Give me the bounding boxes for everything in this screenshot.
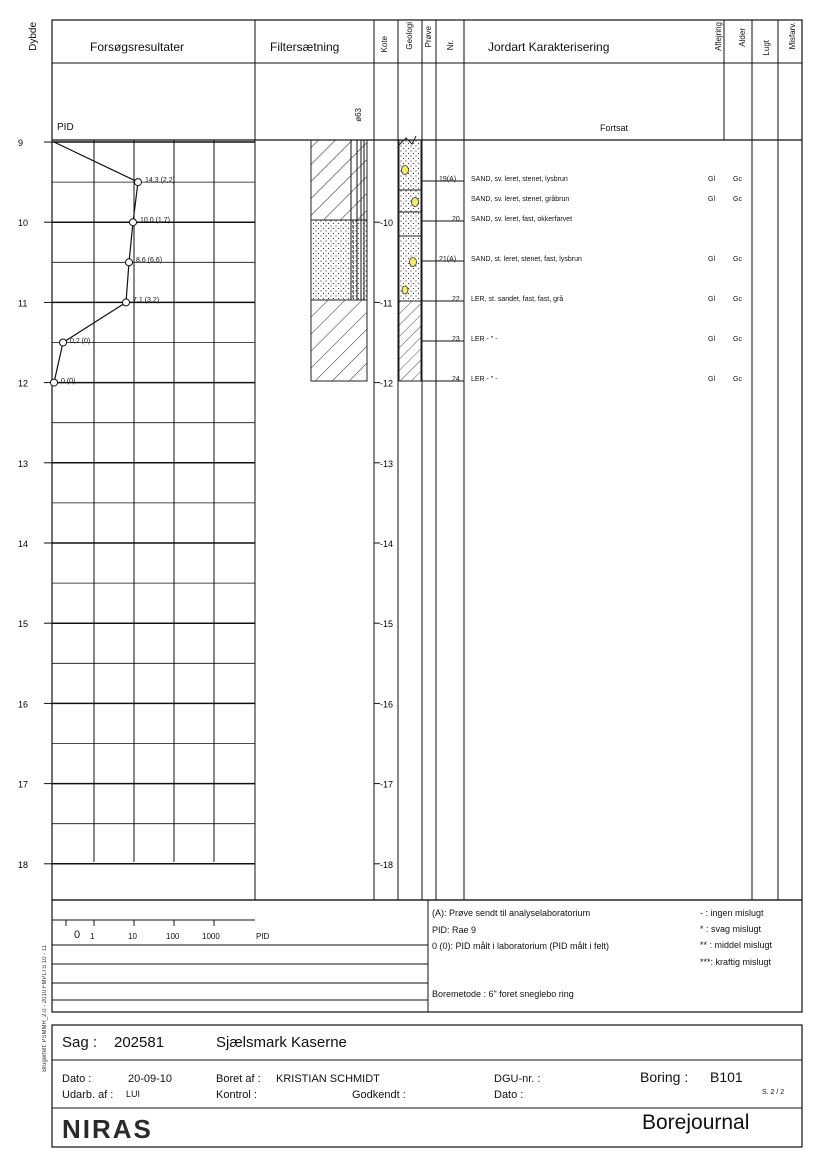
pid-point	[130, 219, 137, 226]
pid-value-label: 10,0 (1,7)	[140, 217, 170, 225]
jordart-header: Jordart Karakterisering	[488, 40, 610, 54]
legend-odor-weak: * : svag mislugt	[700, 924, 762, 934]
depth-tick-label: 11	[18, 298, 28, 309]
sample-description: LER - " -	[471, 376, 498, 383]
forsoegsresultater-header: Forsøgsresultater	[90, 40, 185, 54]
sample-aflejring: Gl	[708, 296, 715, 303]
udarb-label: Udarb. af :	[62, 1089, 114, 1101]
sample-alder: Gc	[733, 256, 742, 263]
dato2-label: Dato :	[494, 1089, 524, 1101]
sample-description: SAND, sv. leret, stenet, gråbrun	[471, 196, 570, 203]
stone-symbol	[402, 286, 408, 294]
geology-clay	[399, 301, 421, 381]
sample-nr: 20	[452, 216, 460, 223]
page-number: S. 2 / 2	[762, 1089, 785, 1096]
pid-scale-1000: 1000	[202, 932, 220, 941]
dato-label: Dato :	[62, 1073, 92, 1085]
dgu-label: DGU-nr. :	[494, 1073, 541, 1085]
sample-alder: Gc	[733, 176, 742, 183]
legend-odor-none: - : ingen mislugt	[700, 908, 764, 918]
pid-point	[51, 379, 58, 386]
misfarv-header: Misfarv.	[788, 22, 797, 50]
depth-tick-label: 14	[18, 539, 29, 549]
side-margin-text: Brugerfelt: PSMMR_2.0 - 2010 FMPLTS 10 - 11	[42, 945, 48, 1072]
sample-aflejring: Gl	[708, 336, 715, 343]
alder-header: Alder	[738, 28, 747, 47]
geologi-header: Geologi	[405, 22, 414, 50]
pid-point	[126, 259, 133, 266]
pid-point	[135, 179, 142, 186]
depth-tick-label: 15	[18, 619, 29, 630]
sample-nr: 19(A)	[439, 176, 457, 183]
pid-scale-unit: PID	[256, 932, 270, 941]
kote-axis	[374, 218, 393, 870]
pid-value-label: 7,1 (3,2)	[133, 297, 160, 305]
pid-point	[123, 299, 130, 306]
main-frame	[52, 20, 802, 900]
geology-sand	[399, 140, 421, 301]
filter-diameter: ø63	[354, 108, 363, 122]
bentonite-seal	[311, 140, 367, 220]
legend-odor-medium: ** : middel mislugt	[700, 940, 773, 950]
lugt-header: Lugt	[762, 40, 771, 56]
depth-axis	[18, 138, 52, 870]
stone-symbol	[410, 258, 417, 267]
sample-aflejring: Gl	[708, 196, 715, 203]
pid-curve	[51, 142, 142, 386]
pid-scale-1: 1	[90, 932, 95, 941]
sag-number: 202581	[114, 1034, 165, 1051]
filtersaetning-header: Filtersætning	[270, 40, 340, 54]
legend-pid-instrument: PID: Rae 9	[432, 925, 477, 935]
boring-label: Boring :	[640, 1069, 689, 1085]
sample-description: SAND, st. leret, stenet, fast, lysbrun	[471, 256, 582, 263]
legend-odor-strong: ***: kraftig mislugt	[700, 957, 772, 967]
udarb-value: LUI	[126, 1089, 141, 1099]
pid-scale-100: 100	[166, 932, 180, 941]
kote-tick-label: -17	[380, 779, 394, 790]
kote-tick-label: -14	[380, 539, 394, 549]
fortsat-label: Fortsat	[600, 123, 629, 133]
sample-nr: 24	[452, 376, 460, 383]
dybde-header: Dybde	[28, 22, 39, 51]
sample-description: LER, st. sandet, fast, fast, grå	[471, 296, 564, 303]
sample-alder: Gc	[733, 336, 742, 343]
kote-tick-label: -12	[380, 378, 394, 389]
sample-alder: Gc	[733, 376, 742, 383]
sample-description: SAND, sv. leret, fast, okkerfarvet	[471, 216, 573, 223]
kontrol-label: Kontrol :	[216, 1089, 257, 1101]
kote-tick-label: -18	[380, 859, 394, 870]
sample-nr: 23	[452, 336, 460, 343]
depth-tick-label: 18	[18, 859, 29, 870]
depth-tick-label: 13	[18, 458, 29, 469]
boret-label: Boret af :	[216, 1073, 261, 1085]
depth-tick-label: 9	[18, 138, 24, 148]
godkendt-label: Godkendt :	[352, 1089, 406, 1101]
sample-aflejring: Gl	[708, 376, 715, 383]
dato-value: 20-09-10	[128, 1073, 173, 1085]
sample-nr: 21(A)	[439, 256, 457, 263]
aflejring-header: Aflejring	[714, 22, 723, 51]
kote-tick-label: -11	[380, 298, 393, 309]
pid-value-label: 0,2 (0)	[70, 337, 91, 345]
sample-alder: Gc	[733, 196, 742, 203]
legend-analysis: (A): Prøve sendt til analyselaboratorium	[432, 908, 591, 918]
pid-scale-0: 0	[74, 929, 81, 941]
pid-value-label: 8,6 (6,6)	[136, 257, 163, 265]
sag-name: Sjælsmark Kaserne	[216, 1034, 347, 1051]
legend-pid-lab: 0 (0): PID målt i laboratorium (PID målt i felt)	[432, 941, 610, 951]
niras-logo: NIRAS	[62, 1114, 153, 1144]
filter-sand	[311, 220, 367, 300]
kote-tick-label: -15	[380, 619, 394, 630]
sample-aflejring: Gl	[708, 176, 715, 183]
stone-symbol	[402, 166, 409, 175]
depth-tick-label: 17	[18, 779, 29, 790]
kote-header: Kote	[380, 36, 389, 53]
boring-value: B101	[710, 1069, 743, 1085]
proeve-header: Prøve	[424, 26, 433, 48]
sample-description: LER - " -	[471, 336, 498, 343]
kote-tick-label: -16	[380, 699, 394, 710]
kote-tick-label: -13	[380, 458, 394, 469]
sample-alder: Gc	[733, 296, 742, 303]
sample-description: SAND, sv. leret, stenet, lysbrun	[471, 176, 568, 183]
sample-aflejring: Gl	[708, 256, 715, 263]
pid-label: PID	[57, 122, 74, 133]
depth-tick-label: 12	[18, 378, 29, 389]
pid-scale-10: 10	[128, 932, 137, 941]
boret-value: KRISTIAN SCHMIDT	[276, 1073, 380, 1085]
depth-tick-label: 10	[18, 218, 29, 229]
bottom-seal	[311, 300, 367, 381]
sample-nr: 22	[452, 296, 460, 303]
kote-tick-label: -10	[380, 218, 394, 229]
nr-header: Nr.	[446, 40, 455, 51]
pid-grid	[52, 140, 255, 864]
pid-point	[60, 339, 67, 346]
document-title: Borejournal	[642, 1111, 750, 1134]
sag-label: Sag :	[62, 1034, 98, 1051]
depth-tick-label: 16	[18, 699, 29, 710]
legend-drill-method: Boremetode : 6" foret sneglebo ring	[432, 989, 574, 999]
pid-value-label: 0 (0)	[61, 377, 76, 385]
stone-symbol	[412, 198, 419, 207]
pid-value-label: 14,3 (2,2)	[145, 177, 175, 185]
